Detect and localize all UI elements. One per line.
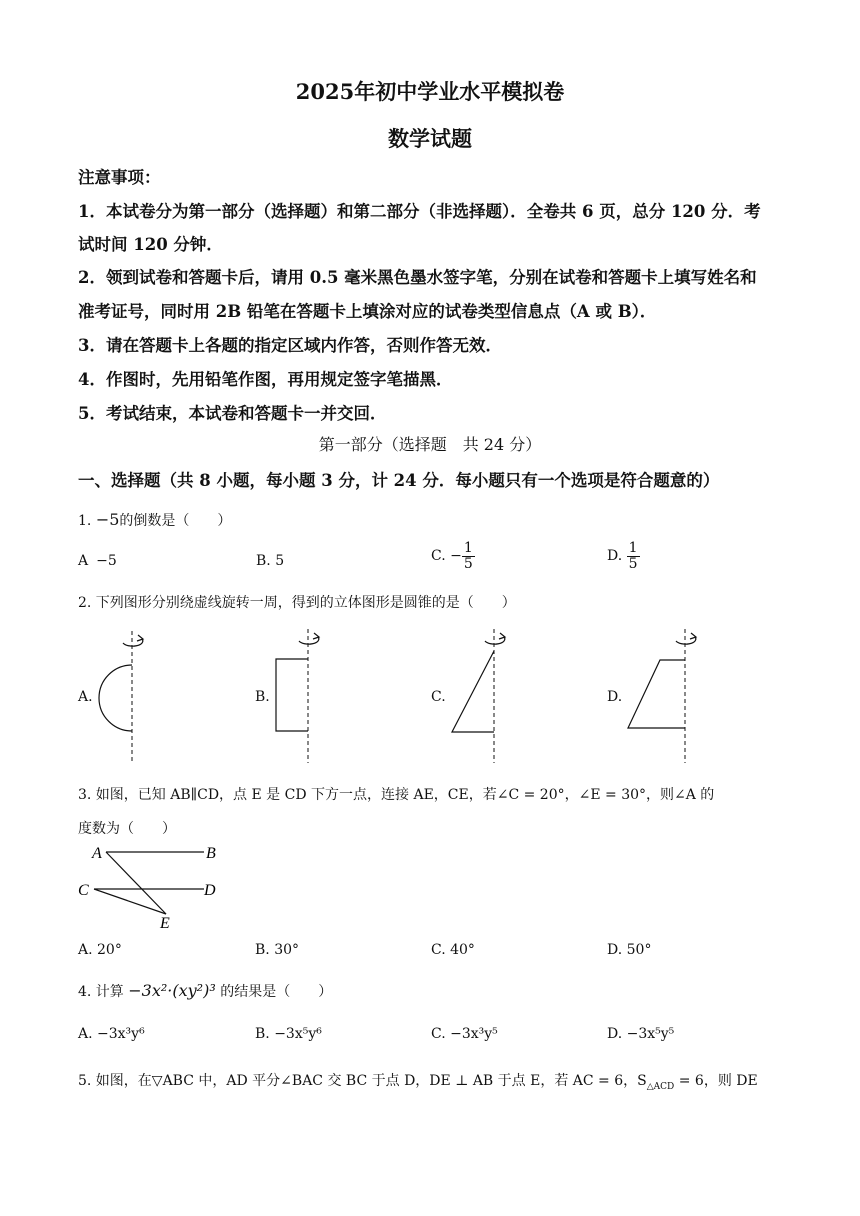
section-heading: 一、选择题（共 8 小题，每小题 3 分，计 24 分．每小题只有一个选项是符合题意的） [78,471,720,490]
question-3: 3. 如图，已知 AB∥CD，点 E 是 CD 下方一点，连接 AE，CE，若∠C = 20°，∠E = 30°，则∠A 的 [78,787,715,803]
question-3-cont: 度数为（ ） [78,821,176,837]
part1-heading: 第一部分（选择题 共 24 分） [318,435,542,454]
option-label: A [78,553,89,569]
q2-figure-c [440,625,530,765]
q1-option-a[interactable] [78,553,117,569]
q5-stem: 5. 如图，在▽ABC 中，AD 平分∠BAC 交 BC 于点 D，DE ⊥ AB 于点 E，若 AC = 6，S [78,1073,647,1089]
note-line: 4．作图时，先用铅笔作图，再用规定签字笔描黑． [78,370,453,389]
q2-figure-a [90,625,170,765]
question-5 [78,1070,758,1092]
note-line: 3．请在答题卡上各题的指定区域内作答，否则作答无效． [78,336,502,355]
q3-option-d[interactable]: D. 50° [607,942,652,958]
q1-stem: 的倒数是（ ） [119,513,232,529]
q1-number: 1. [78,513,92,529]
q3-option-c[interactable]: C. 40° [431,942,475,958]
fraction: $\frac{1}{5}$ [628,540,638,572]
notes-heading: 注意事项： [78,168,161,187]
note-line: 5．考试结束，本试卷和答题卡一并交回． [78,404,387,423]
q4-expression: −3x²·(xy²)³ [128,981,216,1000]
exam-subtitle: 数学试题 [388,126,472,151]
q2-figure-b [268,625,348,765]
q4-option-c[interactable]: C. −3x³y⁵ [431,1026,498,1042]
q3-option-a[interactable]: A. 20° [78,942,122,958]
question-2: 2. 下列图形分别绕虚线旋转一周，得到的立体图形是圆锥的是（ ） [78,595,516,611]
option-sign: − [450,548,462,565]
q3-figure [76,842,236,932]
q2-figure-d [620,625,710,765]
question-4 [78,981,332,1001]
option-label: C. [431,548,446,565]
q1-option-d[interactable] [607,541,640,571]
option-value: −5 [96,553,117,569]
option-label: D. [607,548,623,565]
q4-option-b[interactable]: B. −3x⁵y⁶ [255,1026,322,1042]
point-c-label: C [78,882,89,899]
point-b-label: B [206,845,216,862]
note-line: 1．本试卷分为第一部分（选择题）和第二部分（非选择题）．全卷共 6 页，总分 120 分．考 [78,202,761,221]
note-line: 2．领到试卷和答题卡后，请用 0.5 毫米黑色墨水签字笔，分别在试卷和答题卡上填写姓名和 [78,268,757,287]
q4-prefix: 4. 计算 [78,984,124,1000]
q2-option-c-label[interactable]: C. [431,689,446,705]
q3-option-b[interactable]: B. 30° [255,942,300,958]
q5-tail: = 6，则 DE [674,1073,758,1089]
point-e-label: E [160,915,170,932]
q5-subscript: △ACD [646,1081,675,1092]
question-1 [78,510,231,530]
q1-option-b[interactable]: B. 5 [256,553,285,569]
q2-option-d-label[interactable]: D. [607,689,623,705]
note-line: 准考证号，同时用 2B 铅笔在答题卡上填涂对应的试卷类型信息点（A 或 B）． [78,302,657,321]
point-d-label: D [204,882,216,899]
q1-expression: −5 [95,510,120,529]
point-a-label: A [92,845,102,862]
q4-suffix: 的结果是（ ） [220,984,333,1000]
q4-option-d[interactable]: D. −3x⁵y⁵ [607,1026,675,1042]
q1-option-c[interactable] [431,541,475,571]
exam-title: 2025年初中学业水平模拟卷 [295,79,565,104]
fraction: $\frac{1}{5}$ [463,540,473,572]
q2-option-a-label[interactable]: A. [78,689,93,705]
q4-option-a[interactable]: A. −3x³y⁶ [78,1026,145,1042]
q2-option-b-label[interactable]: B. [255,689,270,705]
note-line: 试时间 120 分钟． [78,235,223,254]
